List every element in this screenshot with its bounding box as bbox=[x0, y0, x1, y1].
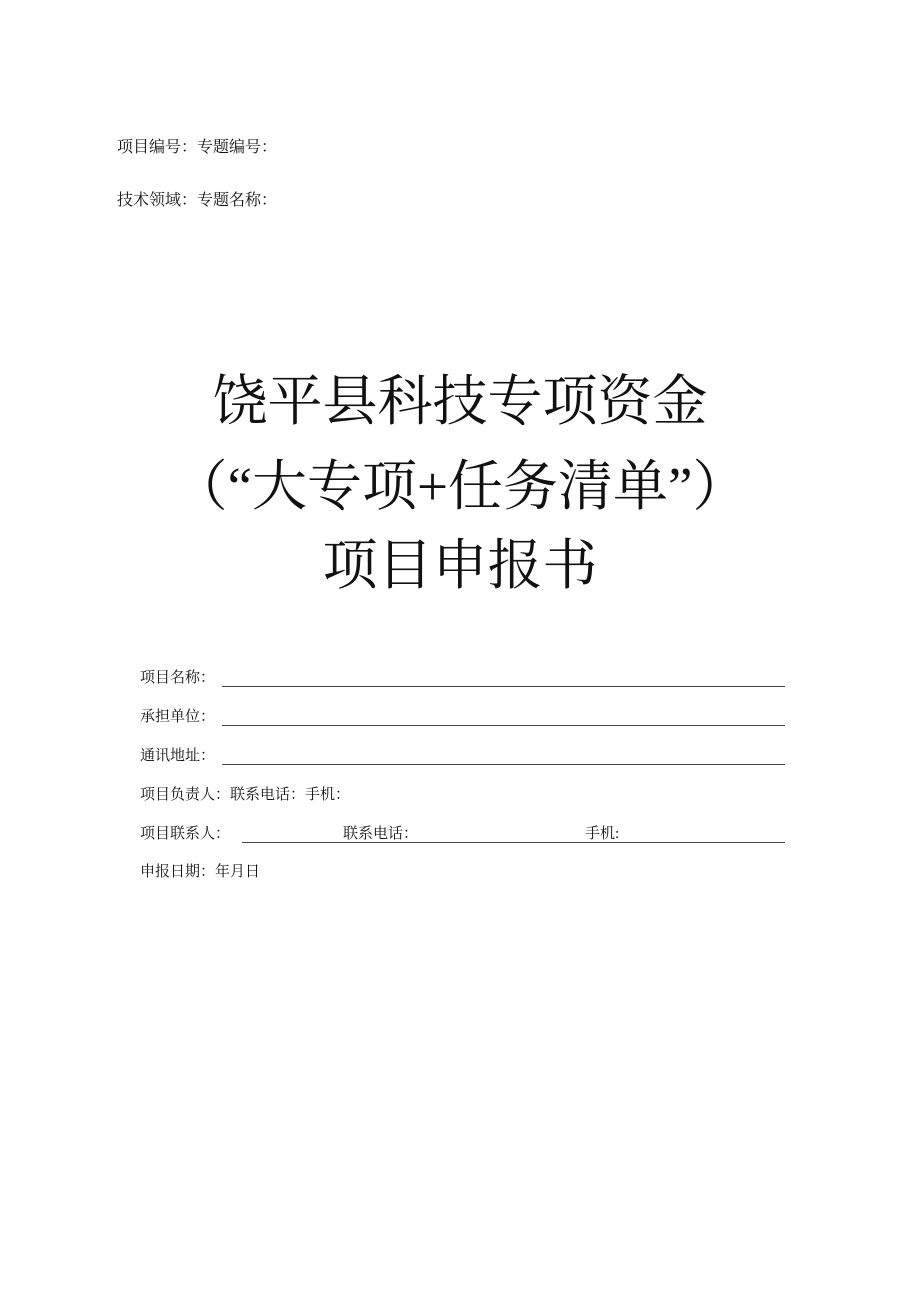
application-date-line: 申报日期：年月日 bbox=[140, 864, 261, 880]
tech-field-line: 技术领域：专题名称： bbox=[117, 192, 278, 209]
project-name-label: 项目名称： bbox=[140, 670, 216, 686]
contact-label: 项目联系人： bbox=[140, 826, 231, 842]
contact-phone-label: 联系电话： bbox=[343, 826, 419, 842]
project-number-line: 项目编号：专题编号： bbox=[117, 139, 278, 156]
document-title-line-1: 饶平县科技专项资金 bbox=[212, 371, 708, 432]
unit-label: 承担单位： bbox=[140, 709, 216, 725]
document-title-line-2: （“大专项+任务清单”） bbox=[172, 456, 748, 517]
address-blank-line bbox=[222, 764, 785, 765]
unit-blank-line bbox=[222, 725, 785, 726]
project-name-blank-line bbox=[222, 686, 785, 687]
document-title-line-3: 项目申报书 bbox=[322, 535, 598, 596]
address-label: 通讯地址： bbox=[140, 748, 216, 764]
contact-blank-line bbox=[242, 842, 785, 843]
leader-line: 项目负责人：联系电话：手机： bbox=[140, 787, 351, 803]
contact-mobile-label: 手机: bbox=[585, 826, 620, 842]
